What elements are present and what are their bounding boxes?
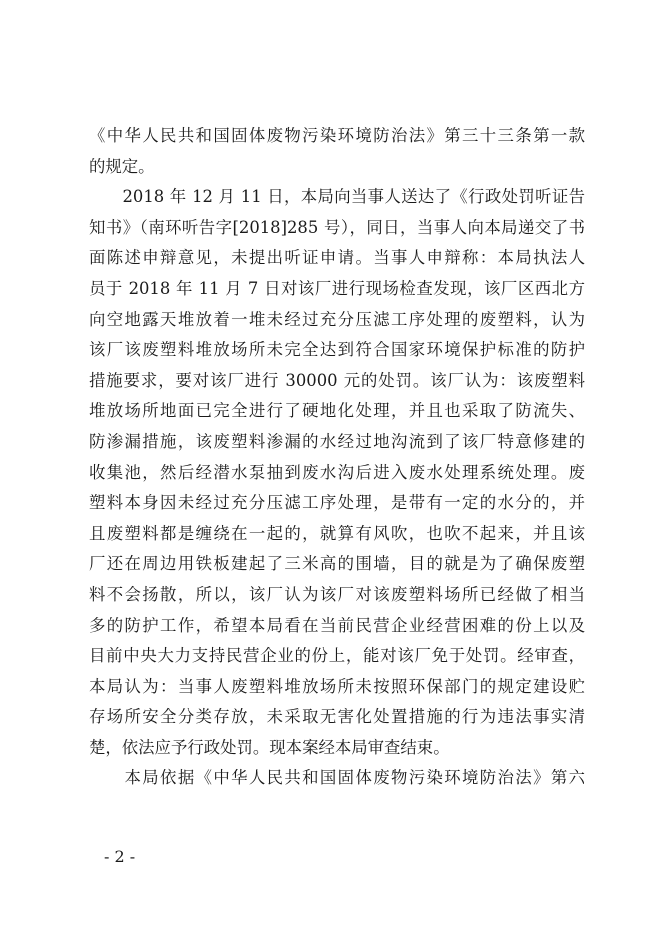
text-line: 《中华人民共和国固体废物污染环境防治法》第三十三条第一款 bbox=[89, 126, 585, 145]
text-line: 多的防护工作，希望本局看在当前民营企业经营困难的份上以及 bbox=[89, 615, 585, 635]
text-line: 楚，依法应予行政处罚。现本案经本局审查结束。 bbox=[89, 737, 450, 757]
text-line: 该厂该废塑料堆放场所未完全达到符合国家环境保护标准的防护 bbox=[89, 340, 585, 360]
text-line: 本局依据《中华人民共和国固体废物污染环境防治法》第六 bbox=[89, 768, 585, 788]
text-line: 员于 2018 年 11 月 7 日对该厂进行现场检查发现，该厂区西北方 bbox=[89, 278, 585, 298]
text-line: 料不会扬散，所以，该厂认为该厂对该废塑料场所已经做了相当 bbox=[89, 584, 585, 604]
text-line: 面陈述申辩意见，未提出听证申请。当事人申辩称：本局执法人 bbox=[89, 248, 585, 268]
text-line: 向空地露天堆放着一堆未经过充分压滤工序处理的废塑料，认为 bbox=[89, 309, 585, 329]
text-line: 2018 年 12 月 11 日，本局向当事人送达了《行政处罚听证告 bbox=[89, 187, 585, 207]
text-line: 目前中央大力支持民营企业的份上，能对该厂免于处罚。经审查， bbox=[89, 646, 585, 666]
text-line: 厂还在周边用铁板建起了三米高的围墙，目的就是为了确保废塑 bbox=[89, 554, 585, 574]
text-line: 本局认为：当事人废塑料堆放场所未按照环保部门的规定建设贮 bbox=[89, 676, 585, 696]
text-line: 措施要求，要对该厂进行 30000 元的处罚。该厂认为：该废塑料 bbox=[89, 370, 585, 390]
text-line: 塑料本身因未经过充分压滤工序处理，是带有一定的水分的，并 bbox=[89, 493, 585, 513]
text-line: 防渗漏措施，该废塑料渗漏的水经过地沟流到了该厂特意修建的 bbox=[89, 431, 585, 451]
text-line: 收集池，然后经潜水泵抽到废水沟后进入废水处理系统处理。废 bbox=[89, 462, 585, 482]
text-line: 存场所安全分类存放，未采取无害化处置措施的行为违法事实清 bbox=[89, 707, 585, 727]
text-line: 堆放场所地面已完全进行了硬地化处理，并且也采取了防流失、 bbox=[89, 401, 585, 421]
page-number: - 2 - bbox=[104, 847, 136, 866]
document-body bbox=[89, 121, 585, 794]
text-line: 且废塑料都是缠绕在一起的，就算有风吹，也吹不起来，并且该 bbox=[89, 523, 585, 543]
text-line: 知书》（南环听告字[2018]285 号），同日，当事人向本局递交了书 bbox=[89, 217, 585, 237]
text-line: 的规定。 bbox=[89, 156, 155, 176]
